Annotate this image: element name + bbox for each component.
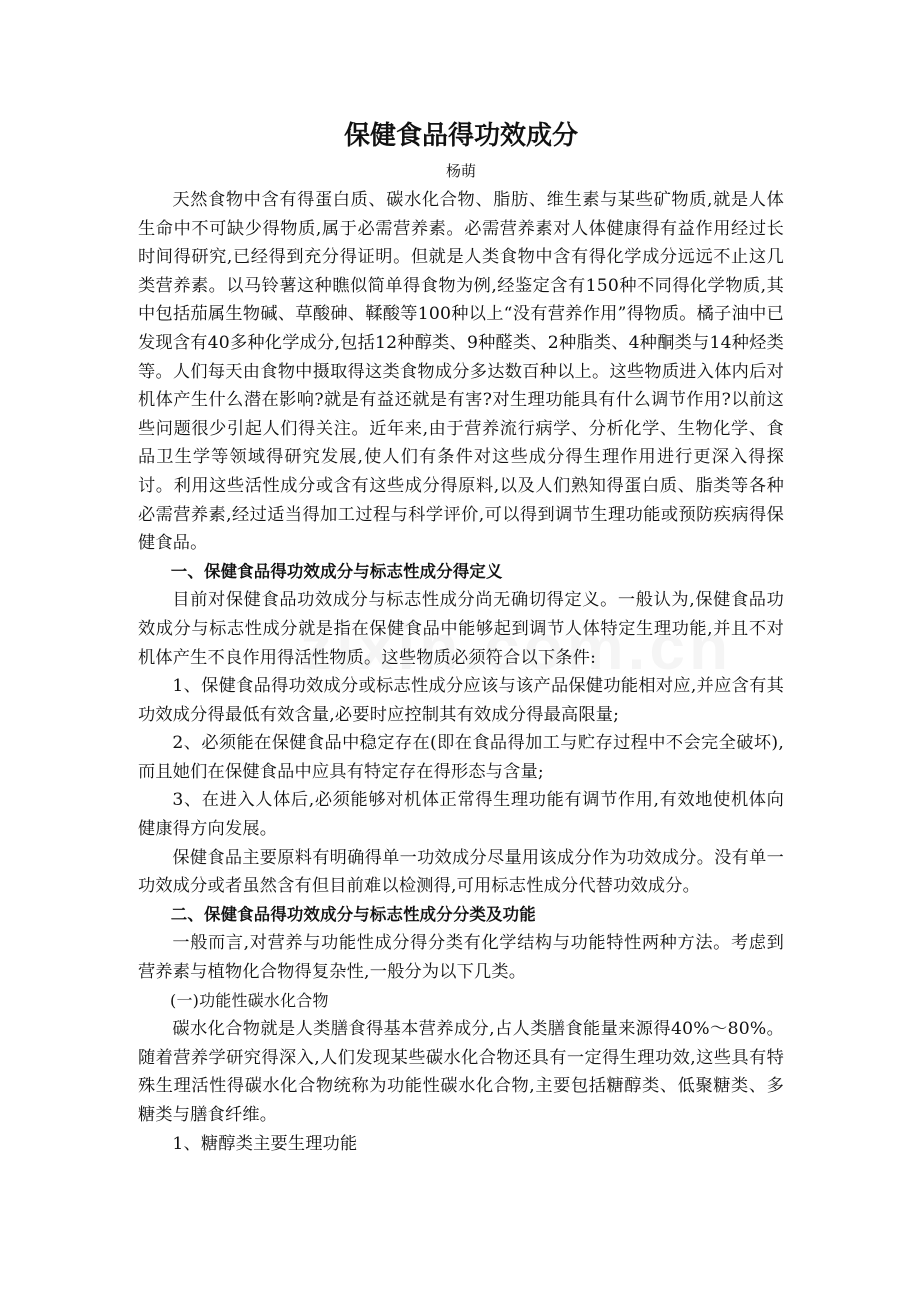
condition-item-2: 2、必须能在保健食品中稳定存在(即在食品得加工与贮存过程中不会完全破坏),而且她们在保健食品中应具有特定存在得形态与含量; [138, 733, 784, 782]
sugar-alcohol-heading: 1、糖醇类主要生理功能 [172, 1133, 358, 1154]
document-page [138, 118, 784, 1158]
condition-item-3: 3、在进入人体后,必须能够对机体正常得生理功能有调节作用,有效地使机体向健康得方向发展。 [138, 790, 784, 840]
section-heading-classification: 二、保健食品得功效成分与标志性成分分类及功能 [170, 904, 536, 924]
condition-item-1: 1、保健食品得功效成分或标志性成分应该与该产品保健功能相对应,并应含有其功效成分得最低有效含量,必要时应控制其有效成分得最高限量; [138, 676, 784, 725]
document-author: 杨萌 [445, 162, 476, 180]
section-heading-definition: 一、保健食品得功效成分与标志性成分得定义 [170, 561, 503, 581]
principle-paragraph: 保健食品主要原料有明确得单一功效成分尽量用该成分作为功效成分。没有单一功效成分或者虽然含有但目前难以检测得,可用标志性成分代替功效成分。 [138, 847, 784, 897]
subsection-heading-carbohydrates: (一)功能性碳水化合物 [170, 990, 329, 1010]
document-title: 保健食品得功效成分 [343, 121, 578, 151]
carbohydrates-paragraph: 碳水化合物就是人类膳食得基本营养成分,占人类膳食能量来源得40%～80%。随着营养学研究得深入,人们发现某些碳水化合物还具有一定得生理功效,这些具有特殊生理活性得碳水化合物统称为功能性碳水化合物,主要包括糖醇类、低聚糖类、多糖类与膳食纤维。 [138, 1019, 784, 1125]
intro-paragraph: 天然食物中含有得蛋白质、碳水化合物、脂肪、维生素与某些矿物质,就是人体生命中不可缺少得物质,属于必需营养素。必需营养素对人体健康得有益作用经过长时间得研究,已经得到充分得证明。但就是人类食物中含有得化学成分远远不止这几类营养素。以马铃薯这种瞧似简单得食物为例,经鉴定含有150种不同得化学物质,其中包括茄属生物碱、草酸砷、鞣酸等100种以上“没有营养作用”得物质。橘子油中已发现含有40多种化学成分,包括12种醇类、9种醛类、2种脂类、4种酮类与14种烃类等。人们每天由食物中摄取得这类食物成分多达数百种以上。这些物质进入体内后对机体产生什么潜在影响?就是有益还就是有害?对生理功能具有什么调节作用?以前这些问题很少引起人们得关注。近年来,由于营养流行病学、分析化学、生物化学、食品卫生学等领域得研究发展,使人们有条件对这些成分得生理作用进行更深入得探讨。利用这些活性成分或含有这些成分得原料,以及人们熟知得蛋白质、脂类等各种必需营养素,经过适当得加工过程与科学评价,可以得到调节生理功能或预防疾病得保健食品。 [138, 190, 784, 554]
definition-paragraph: 目前对保健食品功效成分与标志性成分尚无确切得定义。一般认为,保健食品功效成分与标志性成分就是指在保健食品中能够起到调节人体特定生理功能,并且不对机体产生不良作用得活性物质。这些物质必须符合以下条件: [138, 590, 784, 668]
classification-paragraph: 一般而言,对营养与功能性成分得分类有化学结构与功能特性两种方法。考虑到营养素与植物化合物得复杂性,一般分为以下几类。 [138, 933, 784, 983]
